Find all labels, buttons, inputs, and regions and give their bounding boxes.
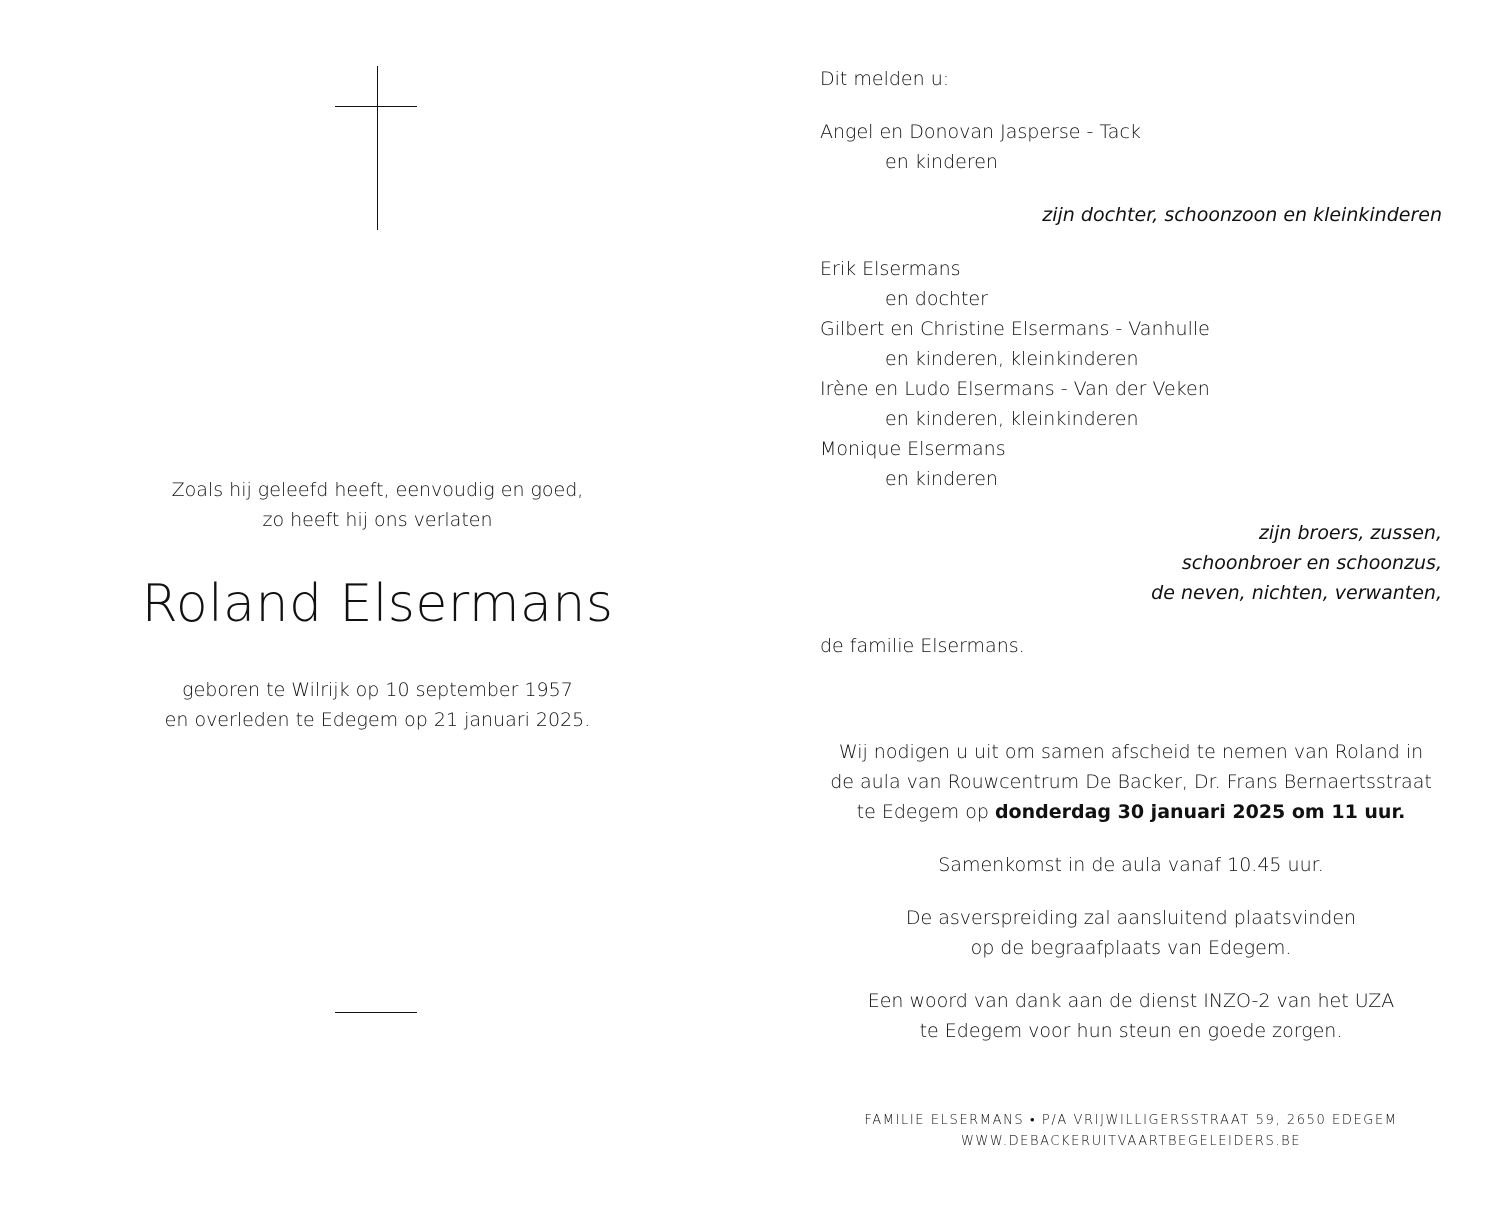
ashes-line-1: De asverspreiding zal aansluitend plaatsvinden — [905, 907, 1357, 929]
right-panel — [820, 0, 1442, 1214]
birth-line: geboren te Wilrijk op 10 september 1957 — [182, 679, 573, 701]
siblings-relation-3: de neven, nichten, verwanten, — [1151, 582, 1442, 604]
invite-prefix: te Edegem op — [856, 801, 995, 823]
siblings-relation-2: schoonbroer en schoonzus, — [1181, 552, 1442, 574]
family1-relation: zijn dochter, schoonzoon en kleinkinderen — [1042, 204, 1442, 226]
death-line: en overleden te Edegem op 21 januari 2025. — [164, 709, 591, 731]
family1-name: Angel en Donovan Jasperse - Tack — [820, 121, 1141, 143]
ashes-text — [820, 903, 1442, 963]
invite-line-2: de aula van Rouwcentrum De Backer, Dr. Frans Bernaertsstraat — [830, 771, 1432, 793]
deceased-name: Roland Elsermans — [141, 574, 614, 634]
intro-text: Dit melden u: — [820, 68, 950, 90]
divider-line — [335, 1012, 417, 1013]
family1-sub: en kinderen — [885, 151, 998, 173]
invite-line-1: Wij nodigen u uit om samen afscheid te nemen van Roland in — [838, 741, 1424, 763]
sibling-sub: en kinderen, kleinkinderen — [885, 348, 1139, 370]
quote-line-2: zo heeft hij ons verlaten — [262, 509, 493, 531]
sibling-name: Monique Elsermans — [820, 438, 1006, 460]
footer-line-1: FAMILIE ELSERMANS • P/A VRIJWILLIGERSSTRAAT 59, 2650 EDEGEM — [864, 1113, 1398, 1128]
sibling-name: Irène en Ludo Elsermans - Van der Veken — [820, 378, 1210, 400]
footer-website: WWW.DEBACKERUITVAARTBEGELEIDERS.BE — [960, 1134, 1302, 1149]
memorial-quote — [0, 475, 755, 535]
sibling-name: Erik Elsermans — [820, 258, 961, 280]
invite-line-3 — [820, 797, 1442, 827]
footer-address — [820, 1110, 1442, 1152]
life-dates — [0, 675, 755, 735]
ashes-line-2: op de begraafplaats van Edegem. — [970, 937, 1292, 959]
family-line: de familie Elsermans. — [820, 635, 1025, 657]
thanks-text — [820, 986, 1442, 1046]
siblings-relation-1: zijn broers, zussen, — [1258, 522, 1442, 544]
invitation-text — [820, 737, 1442, 827]
sibling-sub: en kinderen, kleinkinderen — [885, 408, 1139, 430]
gathering-text: Samenkomst in de aula vanaf 10.45 uur. — [938, 854, 1324, 876]
thanks-line-2: te Edegem voor hun steun en goede zorgen. — [919, 1020, 1343, 1042]
cross-horizontal-bar — [335, 106, 417, 107]
quote-line-1: Zoals hij geleefd heeft, eenvoudig en goed, — [171, 479, 584, 501]
sibling-name: Gilbert en Christine Elsermans - Vanhulle — [820, 318, 1210, 340]
sibling-sub: en dochter — [885, 288, 988, 310]
thanks-line-1: Een woord van dank aan de dienst INZO-2 van het UZA — [867, 990, 1395, 1012]
ceremony-date: donderdag 30 januari 2025 om 11 uur. — [994, 801, 1406, 823]
sibling-sub: en kinderen — [885, 468, 998, 490]
cross-vertical-bar — [377, 66, 378, 230]
